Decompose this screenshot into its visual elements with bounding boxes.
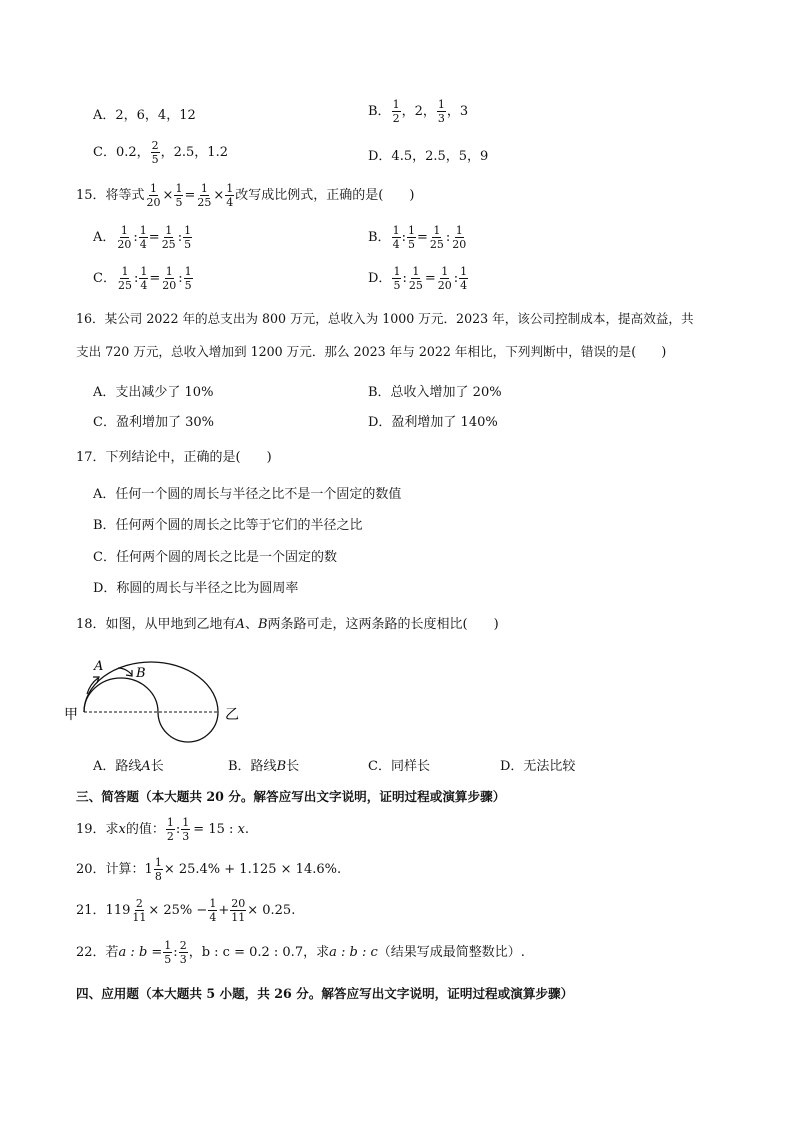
fraction: $\frac{1}{2}$	[392, 98, 400, 125]
operator: =	[184, 188, 196, 203]
text: A．路线	[93, 759, 142, 774]
option-label: B．	[368, 104, 391, 119]
fraction: $\frac{1}{2}$	[166, 816, 174, 843]
colon: :	[133, 271, 139, 286]
route-a-path	[84, 662, 218, 712]
variable: x	[118, 822, 126, 837]
q18-route-diagram	[60, 648, 260, 748]
route-b-label: B	[136, 666, 146, 681]
fraction: $\frac{20}{11}$	[231, 897, 246, 924]
fraction: $\frac{1}{5}$	[184, 224, 192, 251]
text: B．路线	[228, 759, 277, 774]
text: ，b : c = 0.2 : 0.7	[188, 945, 304, 960]
text: .	[291, 903, 296, 918]
text: .	[336, 862, 342, 877]
q16-option-c: C．盈利增加了 30%	[93, 415, 214, 430]
fraction: $\frac{2}{3}$	[179, 939, 187, 966]
text: （结果写成最简整数比）.	[377, 945, 525, 960]
equals: =	[416, 230, 428, 245]
q16-stem-line1: 16．某公司 2022 年的总支出为 800 万元，总收入为 1000 万元．2023 年，该公司控制成本，提高效益，共	[76, 311, 694, 326]
fraction: $\frac{1}{25}$	[408, 265, 423, 292]
colon: :	[453, 271, 459, 286]
fraction: $\frac{1}{25}$	[197, 182, 212, 209]
equals: =	[149, 271, 161, 286]
text: 20．计算：	[76, 862, 145, 877]
fraction: $\frac{1}{4}$	[209, 897, 217, 924]
q16-stem-line2: 支出 720 万元，总收入增加到 1200 万元．那么 2023 年与 2022 年相比，下列判断中，错误的是( )	[76, 344, 667, 359]
q19-problem	[76, 817, 249, 842]
fraction: $\frac{1}{4}$	[392, 224, 400, 251]
fraction: $\frac{1}{20}$	[117, 224, 132, 251]
operator: +	[218, 903, 230, 918]
q16-option-d: D．盈利增加了 140%	[368, 415, 498, 430]
text: .	[244, 822, 250, 837]
variable: x	[237, 822, 245, 837]
text: × 25.4% + 1.125 × 14.6%	[163, 862, 337, 877]
q14-option-d: D．4.5，2.5，5，9	[368, 149, 489, 164]
q14-option-c	[93, 140, 228, 165]
colon: :	[402, 271, 407, 286]
q17-option-c: C．任何两个圆的周长之比是一个固定的数	[93, 550, 337, 565]
text: ，2，	[401, 104, 436, 119]
colon: :	[445, 230, 451, 245]
q18-option-b	[228, 760, 299, 773]
fraction: $\frac{1}{20}$	[146, 182, 161, 209]
end-point-label: 乙	[225, 707, 239, 723]
text: 18．如图，从甲地到乙地有	[76, 617, 236, 632]
q22-problem	[76, 940, 525, 965]
q18-option-c: C．同样长	[368, 759, 430, 774]
text: ，3	[446, 104, 469, 119]
text: 21．119	[76, 903, 131, 918]
variable: A	[235, 617, 245, 632]
expression: a : b : c	[329, 945, 378, 960]
fraction: $\frac{1}{5}$	[393, 265, 401, 292]
fraction: $\frac{1}{3}$	[182, 816, 190, 843]
colon: :	[177, 230, 183, 245]
q15-option-d	[368, 266, 469, 291]
colon: :	[175, 822, 181, 837]
q14-option-a: A．2，6，4，12	[93, 108, 196, 123]
fraction: $\frac{2}{5}$	[151, 139, 159, 166]
q17-option-a: A．任何一个圆的周长与半径之比不是一个固定的数值	[93, 487, 402, 502]
text: 长	[150, 759, 164, 774]
arrow-b-icon	[118, 668, 132, 675]
q18-option-a	[93, 760, 164, 773]
fraction: $\frac{1}{8}$	[154, 856, 162, 883]
fraction: $\frac{1}{5}$	[407, 224, 415, 251]
operator: ×	[213, 188, 225, 203]
q17-stem: 17．下列结论中，正确的是( )	[76, 450, 272, 465]
equals: =	[424, 271, 436, 286]
fraction: $\frac{1}{4}$	[139, 224, 147, 251]
start-point-label: 甲	[64, 707, 78, 723]
q15-stem	[76, 183, 414, 208]
q17-option-b: B．任何两个圆的周长之比等于它们的半径之比	[93, 518, 363, 533]
q18-option-d: D．无法比较	[500, 759, 576, 774]
fraction: $\frac{1}{20}$	[437, 265, 452, 292]
q14-option-b	[368, 99, 468, 124]
text: 22．若	[76, 945, 119, 960]
expression: a : b =	[118, 945, 163, 960]
fraction: $\frac{1}{20}$	[452, 224, 467, 251]
q20-problem	[76, 857, 341, 882]
fraction: $\frac{1}{25}$	[117, 265, 132, 292]
fraction: $\frac{1}{5}$	[184, 265, 192, 292]
q17-option-d: D．称圆的周长与半径之比为圆周率	[93, 581, 299, 596]
text: × 25% −	[148, 903, 208, 918]
text: 15．将等式	[76, 188, 145, 203]
q16-option-a: A．支出减少了 10%	[93, 385, 214, 400]
text: 长	[286, 759, 300, 774]
equals: =	[148, 230, 160, 245]
option-label: D．	[368, 271, 392, 286]
colon: :	[133, 230, 138, 245]
text: 、	[244, 617, 258, 632]
fraction: $\frac{1}{4}$	[460, 265, 468, 292]
fraction: $\frac{1}{4}$	[140, 265, 148, 292]
colon: :	[401, 230, 406, 245]
text: × 0.25	[247, 903, 292, 918]
text: ，求	[303, 945, 330, 960]
q21-problem	[76, 898, 295, 923]
text: 19．求	[76, 822, 119, 837]
fraction: $\frac{1}{5}$	[175, 182, 183, 209]
fraction: $\frac{2}{11}$	[132, 897, 147, 924]
q15-option-c	[93, 266, 194, 291]
operator: ×	[162, 188, 174, 203]
fraction: $\frac{1}{5}$	[164, 939, 172, 966]
text: 的值：	[125, 822, 165, 837]
variable: A	[141, 759, 151, 774]
q15-option-a	[93, 225, 193, 250]
text: 1	[144, 862, 153, 877]
fraction: $\frac{1}{20}$	[162, 265, 177, 292]
fraction: $\frac{1}{25}$	[429, 224, 444, 251]
fraction: $\frac{1}{25}$	[161, 224, 176, 251]
text: ，2.5，1.2	[160, 145, 228, 160]
route-a-label: A	[94, 659, 104, 674]
text: 改写成比例式，正确的是( )	[235, 188, 415, 203]
variable: B	[276, 759, 287, 774]
q15-option-b	[368, 225, 468, 250]
section-3-heading: 三、简答题（本大题共 20 分。解答应写出文字说明，证明过程或演算步骤）	[76, 789, 506, 804]
text: 两条路可走，这两条路的长度相比( )	[267, 617, 499, 632]
text: = 15 :	[193, 822, 234, 837]
fraction: $\frac{1}{4}$	[226, 182, 234, 209]
text: C．0.2，	[93, 145, 150, 160]
option-label: C．	[93, 271, 116, 286]
option-label: A．	[93, 230, 116, 245]
fraction: $\frac{1}{3}$	[437, 98, 445, 125]
option-label: B．	[368, 230, 391, 245]
colon: :	[178, 271, 183, 286]
route-b-path	[84, 678, 218, 742]
q16-option-b: B．总收入增加了 20%	[368, 385, 502, 400]
colon: :	[173, 945, 178, 960]
variable: B	[257, 617, 268, 632]
q18-stem	[76, 618, 499, 631]
section-4-heading: 四、应用题（本大题共 5 小题，共 26 分。解答应写出文字说明，证明过程或演算步骤）	[76, 986, 574, 1001]
